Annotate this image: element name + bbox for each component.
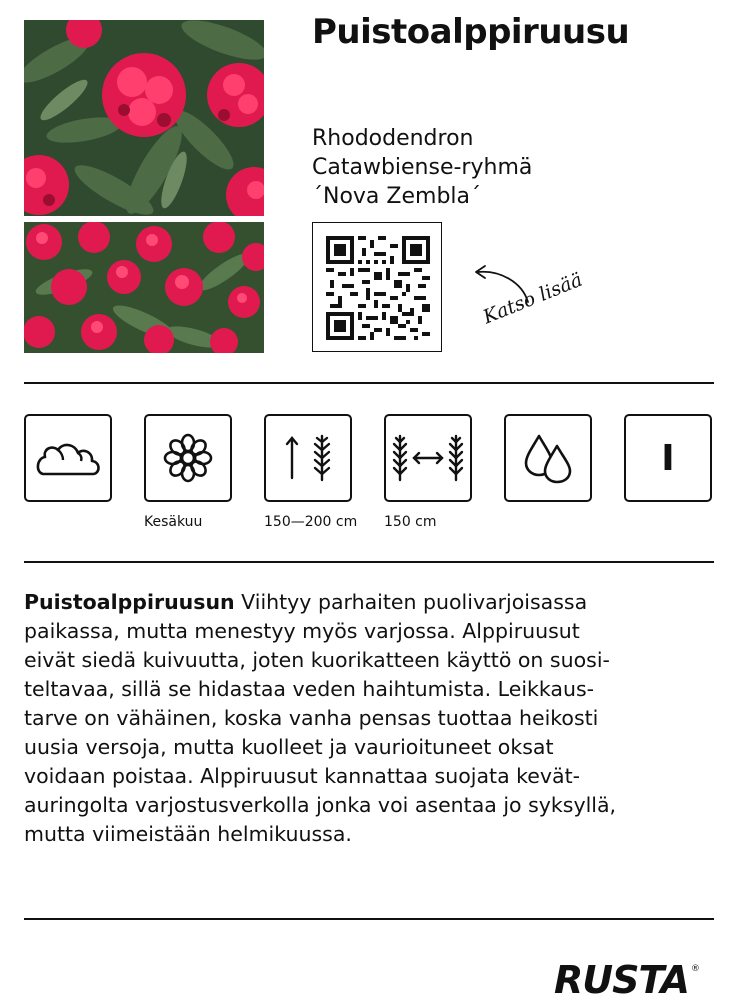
bloom-time-caption: Kesäkuu (144, 514, 203, 530)
description-line: mutta viimeistään helmikuussa. (24, 822, 352, 846)
width-icon (384, 414, 472, 502)
plant-title: Puistoalppiruusu (312, 12, 630, 52)
divider (24, 382, 714, 384)
description-line: Puistoalppiruusun Viihtyy parhaiten puolivarjoisassa (24, 590, 588, 614)
description-lead: Puistoalppiruusun (24, 590, 235, 614)
description-line: eivät siedä kuivuutta, joten kuorikatteen käyttö on suosi- (24, 648, 610, 672)
divider (24, 918, 714, 920)
qr-code[interactable] (312, 222, 442, 352)
divider (24, 561, 714, 563)
rhododendron-photo-closeup (24, 20, 264, 216)
width-caption: 150 cm (384, 514, 437, 530)
latin-name-line: Rhododendron (312, 126, 474, 151)
water-drops-icon (504, 414, 592, 502)
plant-description (24, 588, 714, 849)
latin-name-line: ´Nova Zembla´ (312, 184, 482, 209)
flower-icon (144, 414, 232, 502)
cloud-icon (24, 414, 112, 502)
latin-name (312, 124, 532, 211)
height-icon (264, 414, 352, 502)
description-line: uusia versoja, mutta kuolleet ja vaurioituneet oksat (24, 735, 554, 759)
description-line: tarve on vähäinen, koska vanha pensas tuottaa heikosti (24, 706, 599, 730)
hardiness-zone-icon (624, 414, 712, 502)
description-line: paikassa, mutta menestyy myös varjossa. Alppiruusut (24, 619, 580, 643)
height-caption: 150—200 cm (264, 514, 358, 530)
latin-name-line: Catawbiense-ryhmä (312, 155, 533, 180)
qr-caption: Katso lisää (480, 268, 586, 329)
rusta-logo: RUSTA ® (554, 958, 699, 1002)
hardiness-zone-label: I (661, 437, 675, 479)
description-line: teltavaa, sillä se hidastaa veden haihtumista. Leikkaus- (24, 677, 595, 701)
rhododendron-photo-shrub (24, 222, 264, 353)
description-line: auringolta varjostusverkolla jonka voi asentaa jo syksyllä, (24, 793, 617, 817)
description-line: voidaan poistaa. Alppiruusut kannattaa suojata kevät- (24, 764, 581, 788)
